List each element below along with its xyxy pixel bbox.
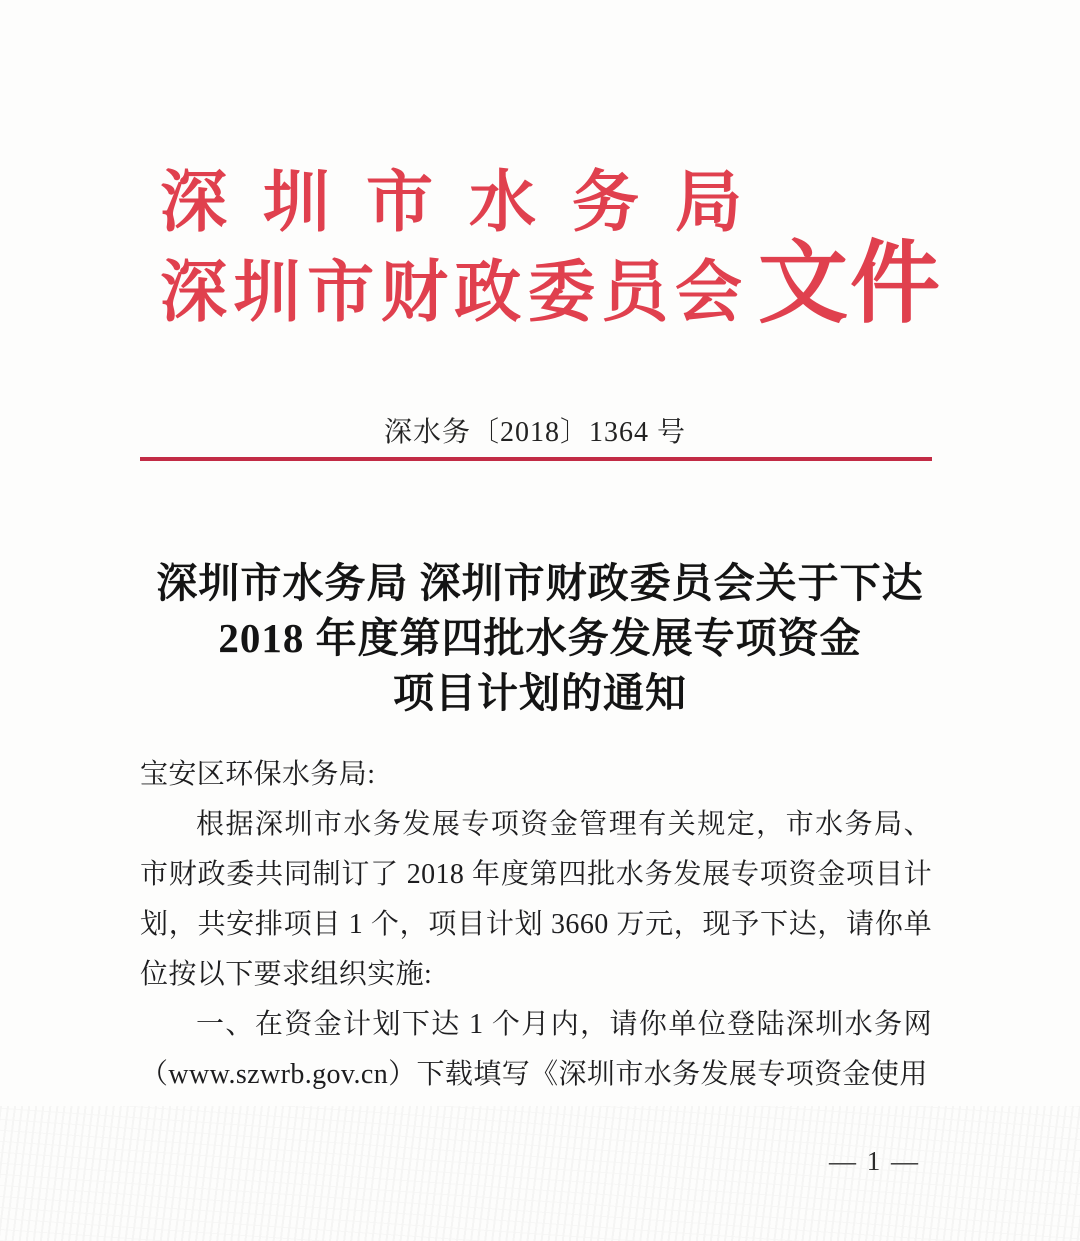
document-title: [70, 556, 1010, 721]
salutation: 宝安区环保水务局:: [140, 759, 376, 790]
agency-name-line2: 深圳市财政委员会: [160, 256, 742, 330]
red-divider-rule: [140, 457, 932, 461]
document-number: 深水务〔2018〕1364 号: [383, 417, 686, 448]
document-body: [140, 750, 932, 1100]
letterhead: [160, 158, 942, 338]
agency-names: [160, 158, 742, 338]
page-number: — 1 —: [829, 1146, 920, 1176]
document-title-line1: 深圳市水务局 深圳市财政委员会关于下达: [156, 560, 924, 606]
agency-name-line1: 深圳市水务局: [160, 166, 742, 240]
document-title-line3: 项目计划的通知: [393, 670, 687, 716]
document-title-line2: 2018 年度第四批水务发展专项资金: [218, 615, 862, 661]
body-paragraph: 根据深圳市水务发展专项资金管理有关规定，市水务局、市财政委共同制订了 2018 年度第四批水务发展专项资金项目计划，共安排项目 1 个，项目计划 3660 万元，现予下达，请你单位按以下要求组织实施:: [140, 809, 932, 990]
body-paragraph: 一、在资金计划下达 1 个月内，请你单位登陆深圳水务网（www.szwrb.gov.cn）下载填写《深圳市水务发展专项资金使用: [140, 1009, 932, 1090]
doc-type-label: 文件: [758, 235, 942, 334]
